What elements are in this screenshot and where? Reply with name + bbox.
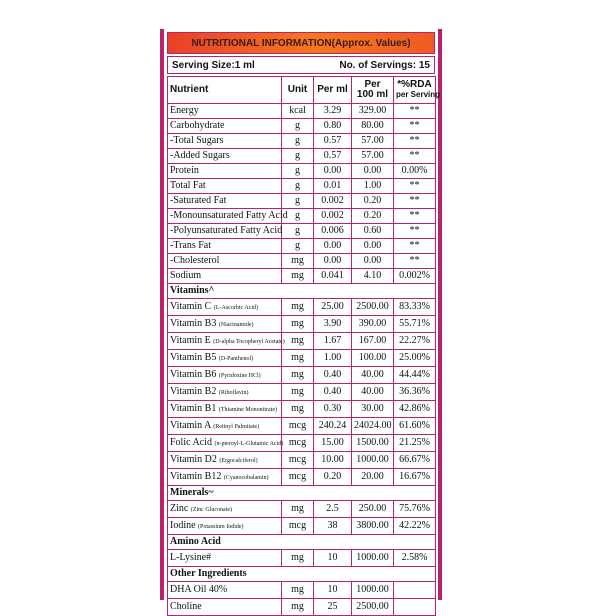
table-row [168,452,436,469]
rda-cell: 36.36% [394,384,436,401]
unit-cell: g [282,179,314,194]
table-row [168,269,436,284]
table-body [168,104,436,616]
nutrient-source: (D-alpha Tocopheryl Acetate) [213,338,285,345]
per-100ml-cell: 0.00 [352,254,394,269]
nutrient-name: DHA Oil 40% [170,584,228,595]
unit-cell: mcg [282,518,314,535]
nutrient-name: Sodium [170,270,202,281]
per-100ml-cell: 390.00 [352,316,394,333]
per-ml-cell: 0.20 [314,469,352,486]
per-100ml-cell: 4.10 [352,269,394,284]
nutrient-source: (Zinc Gluconate) [190,506,232,513]
per-100ml-cell: 250.00 [352,501,394,518]
rda-cell: 44.44% [394,367,436,384]
per-100ml-cell: 57.00 [352,134,394,149]
per-100ml-cell: 40.00 [352,384,394,401]
nutrient-name: -Added Sugars [170,150,230,161]
per-100ml-cell: 3800.00 [352,518,394,535]
nutrient-name: Vitamin A [170,419,211,431]
per-ml-cell: 0.041 [314,269,352,284]
nutrient-name-cell [168,209,288,224]
unit-cell: mg [282,582,314,599]
rda-cell: 83.33% [394,299,436,316]
rda-cell: 21.25% [394,435,436,452]
unit-cell: mg [282,550,314,567]
table-header-row [168,77,436,104]
nutrient-name: -Cholesterol [170,255,220,266]
rda-cell: 22.27% [394,333,436,350]
nutrient-name-cell [168,164,282,179]
per-100ml-cell: 57.00 [352,149,394,164]
per-100ml-cell: 0.20 [352,209,394,224]
section-minerals [168,486,436,501]
per-100ml-cell: 1000.00 [352,452,394,469]
table-row [168,501,436,518]
nutrient-name-cell [168,367,282,384]
per-100ml-cell: 80.00 [352,119,394,134]
table-row [168,582,436,599]
rda-cell: 2.58% [394,550,436,567]
nutrient-name: Iodine [170,519,196,531]
rda-cell: 42.86% [394,401,436,418]
nutrient-name: L-Lysine# [170,552,212,563]
rda-cell: ** [394,194,436,209]
unit-cell: mg [282,367,314,384]
nutrient-source: (D-Panthenol) [218,355,254,362]
per-100ml-cell: 2500.00 [352,599,394,616]
nutrient-name-cell [168,194,282,209]
unit-cell: g [282,194,314,209]
header-rda [394,77,441,104]
table-row [168,384,436,401]
rda-cell: ** [394,239,436,254]
table-row [168,550,436,567]
nutrient-name-cell [168,452,282,469]
unit-cell: mg [282,384,314,401]
per-ml-cell: 0.002 [314,194,352,209]
nutrient-source: (n-pteroyl-L-Glutamic Acid) [214,440,284,447]
per-100ml-cell: 2500.00 [352,299,394,316]
per-100ml-cell: 167.00 [352,333,394,350]
nutrient-name-cell [168,599,282,616]
per-100ml-cell: 0.00 [352,239,394,254]
table-row [168,333,436,350]
nutrient-name-cell [168,384,282,401]
nutrient-name-cell [168,134,282,149]
per-100ml-cell: 329.00 [352,104,394,119]
per-ml-cell: 1.00 [314,350,352,367]
nutrient-source: (Pyridoxine HCl) [218,372,261,379]
table-row [168,299,436,316]
nutrient-name: Vitamin B6 [170,368,217,380]
per-ml-cell: 3.29 [314,104,352,119]
nutrient-source: (Potassium Iodide) [198,523,244,530]
nutrient-name: Folic Acid [170,436,212,448]
table-row [168,254,436,269]
unit-cell: g [282,209,314,224]
header-per-ml: Per ml [314,77,352,104]
section-vitamins [168,284,436,299]
per-ml-cell: 0.01 [314,179,352,194]
section-minerals-label: Minerals~ [168,486,436,501]
nutrient-name: Vitamin E [170,334,211,346]
rda-cell: ** [394,119,436,134]
nutrient-source: (Niacinamide) [218,321,254,328]
rda-cell: 75.76% [394,501,436,518]
section-amino-acid [168,535,436,550]
rda-cell: 42.22% [394,518,436,535]
nutrient-name: -Saturated Fat [170,195,227,206]
rda-cell: 0.002% [394,269,436,284]
per-ml-cell: 0.006 [314,224,352,239]
table-row [168,469,436,486]
per-100ml-cell: 0.20 [352,194,394,209]
unit-cell: g [282,119,314,134]
header-unit: Unit [282,77,314,104]
per-ml-cell: 10 [314,582,352,599]
rda-cell: 66.67% [394,452,436,469]
table-row [168,134,436,149]
nutrient-source: (Riboflavin) [218,389,249,396]
per-ml-cell: 0.00 [314,254,352,269]
per-ml-cell: 2.5 [314,501,352,518]
nutrient-name: Vitamin C [170,300,212,312]
nutrient-name: Zinc [170,502,189,514]
nutrient-name: Carbohydrate [170,120,225,131]
nutrient-name-cell [168,224,282,239]
nutrient-name-cell [168,435,282,452]
rda-cell: 61.60% [394,418,436,435]
nutrient-name-cell [168,104,282,119]
per-ml-cell: 38 [314,518,352,535]
unit-cell: mcg [282,452,314,469]
nutrient-name-cell [168,469,282,486]
unit-cell: mg [282,299,314,316]
serving-size: Serving Size:1 ml [172,59,255,71]
unit-cell: g [282,134,314,149]
table-row [168,367,436,384]
rda-cell: ** [394,104,436,119]
nutrient-name-cell [168,418,282,435]
per-100ml-cell: 30.00 [352,401,394,418]
per-100ml-cell: 1000.00 [352,550,394,567]
per-ml-cell: 0.40 [314,367,352,384]
table-row [168,239,436,254]
per-ml-cell: 25 [314,599,352,616]
unit-cell: mg [282,599,314,616]
per-ml-cell: 0.57 [314,149,352,164]
per-ml-cell: 1.67 [314,333,352,350]
nutrient-name: Energy [170,105,199,116]
table-row [168,119,436,134]
table-row [168,350,436,367]
nutrition-table [167,76,441,616]
per-100ml-cell: 1000.00 [352,582,394,599]
section-vitamins-label: Vitamins^ [168,284,436,299]
unit-cell: mcg [282,435,314,452]
rda-cell: ** [394,149,436,164]
table-row [168,104,436,119]
nutrient-name-cell [168,518,282,535]
per-100ml-cell: 100.00 [352,350,394,367]
table-row [168,599,436,616]
unit-cell: mg [282,350,314,367]
per-100ml-cell: 24024.00 [352,418,394,435]
nutrient-name-cell [168,254,282,269]
unit-cell: g [282,239,314,254]
unit-cell: mg [282,401,314,418]
nutrient-name-cell [168,299,282,316]
nutrient-name-cell [168,239,282,254]
header-per-100ml [352,77,394,104]
per-ml-cell: 0.30 [314,401,352,418]
per-ml-cell: 0.40 [314,384,352,401]
rda-cell: 0.00% [394,164,436,179]
header-per-100ml-line2: 100 ml [356,89,389,100]
unit-cell: mcg [282,418,314,435]
rda-cell: ** [394,224,436,239]
nutrient-name-cell [168,501,282,518]
nutrient-name-cell [168,550,282,567]
nutrition-label [160,29,442,612]
unit-cell: mg [282,269,314,284]
unit-cell: g [282,149,314,164]
table-row [168,179,436,194]
per-100ml-cell: 20.00 [352,469,394,486]
nutrient-name: Protein [170,165,199,176]
rda-cell: 25.00% [394,350,436,367]
table-row [168,194,436,209]
table-row [168,418,436,435]
nutrient-name-cell [168,333,285,350]
nutrient-name-cell [168,179,282,194]
unit-cell: mg [282,501,314,518]
per-100ml-cell: 0.60 [352,224,394,239]
serving-info-row [167,56,435,74]
nutrient-name-cell [168,350,282,367]
nutrient-source: (L-Ascorbic Acid) [213,304,258,311]
nutrient-source: (Ergocalciferol) [219,457,258,464]
section-other-ingredients-label: Other Ingredients [168,567,436,582]
per-ml-cell: 0.002 [314,209,352,224]
rda-cell: 16.67% [394,469,436,486]
per-ml-cell: 15.00 [314,435,352,452]
nutrient-name: Vitamin B3 [170,317,217,329]
unit-cell: mg [282,333,314,350]
rda-cell: ** [394,254,436,269]
header-nutrient: Nutrient [168,77,282,104]
nutrient-name: -Total Sugars [170,135,224,146]
table-row [168,149,436,164]
table-row [168,209,436,224]
table-row [168,316,436,333]
nutrient-source: (Cyanocobalamin) [223,474,269,481]
table-row [168,435,436,452]
nutrient-name-cell [168,401,282,418]
nutrient-name-cell [168,269,282,284]
per-100ml-cell: 1.00 [352,179,394,194]
header-rda-line1: *%RDA [397,79,432,90]
per-ml-cell: 10 [314,550,352,567]
unit-cell: kcal [282,104,314,119]
nutrient-name: -Monounsaturated Fatty Acid [170,210,288,221]
rda-cell [394,599,436,616]
table-row [168,164,436,179]
table-row [168,224,436,239]
unit-cell: mg [282,254,314,269]
unit-cell: g [282,224,314,239]
nutrient-name: -Trans Fat [170,240,212,251]
per-ml-cell: 10.00 [314,452,352,469]
rda-cell: ** [394,134,436,149]
section-other-ingredients [168,567,436,582]
nutrient-name: Vitamin B2 [170,385,217,397]
per-100ml-cell: 40.00 [352,367,394,384]
unit-cell: mg [282,316,314,333]
per-100ml-cell: 1500.00 [352,435,394,452]
nutrient-source: (Retinyl Palmitate) [213,423,260,430]
rda-cell: ** [394,209,436,224]
header-rda-line2: per Serving [396,90,441,99]
nutrient-name: Vitamin B1 [170,402,217,414]
nutrient-name-cell [168,149,282,164]
table-row [168,518,436,535]
unit-cell: mcg [282,469,314,486]
nutrient-name-cell [168,582,282,599]
rda-cell: ** [394,179,436,194]
nutrient-source: (Thiamine Mononitrate) [218,406,277,413]
header-per-100ml-line1: Per [364,79,381,90]
per-ml-cell: 25.00 [314,299,352,316]
per-ml-cell: 3.90 [314,316,352,333]
per-ml-cell: 0.80 [314,119,352,134]
per-ml-cell: 240.24 [314,418,352,435]
per-ml-cell: 0.00 [314,164,352,179]
rda-cell [394,582,436,599]
nutrient-name: Total Fat [170,180,206,191]
per-ml-cell: 0.57 [314,134,352,149]
rda-cell: 55.71% [394,316,436,333]
nutrient-name: Vitamin D2 [170,453,217,465]
nutrient-name: Choline [170,601,202,612]
nutrient-name: Vitamin B5 [170,351,217,363]
table-row [168,401,436,418]
unit-cell: g [282,164,314,179]
servings-count: No. of Servings: 15 [339,59,430,71]
nutrient-name: -Polyunsaturated Fatty Acid [170,225,283,236]
section-amino-acid-label: Amino Acid [168,535,436,550]
nutrient-name: Vitamin B12 [170,470,222,482]
label-title: NUTRITIONAL INFORMATION(Approx. Values) [167,32,435,54]
per-100ml-cell: 0.00 [352,164,394,179]
nutrient-name-cell [168,316,282,333]
per-ml-cell: 0.00 [314,239,352,254]
nutrient-name-cell [168,119,282,134]
